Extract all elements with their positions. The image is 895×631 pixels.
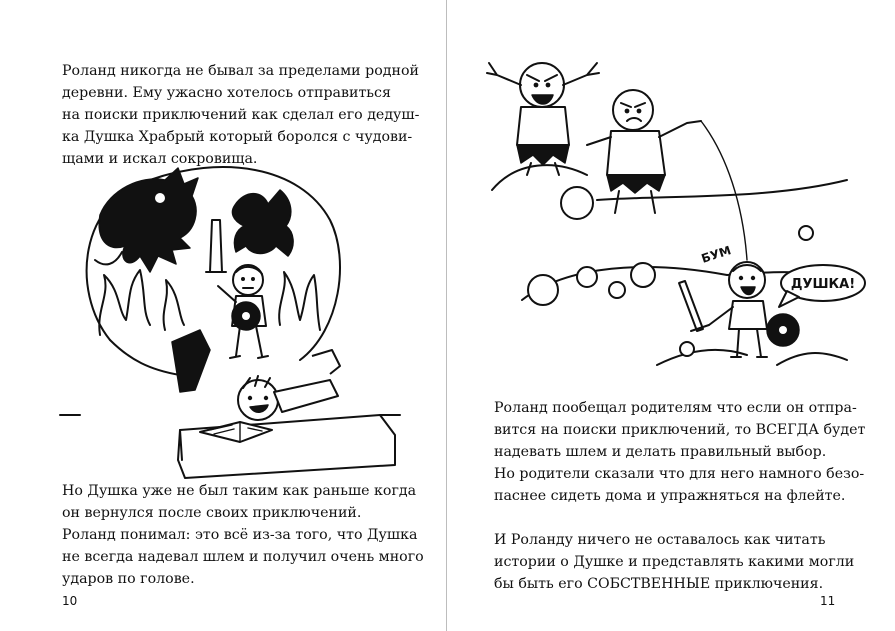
text-line: ударов по голове.: [62, 571, 195, 587]
left-page: [0, 0, 446, 631]
paragraph-gap: [494, 507, 865, 529]
text-line: Роланд пообещал родителям что если он отпра-: [494, 400, 857, 416]
trolls-illustration: [447, 45, 895, 375]
text-line: он вернулся после своих приключений.: [62, 505, 362, 521]
text-line: вится на поиски приключений, то ВСЕГДА будет: [494, 422, 866, 438]
text-line: паснее сидеть дома и упражняться на флейте.: [494, 488, 846, 504]
text-line: Роланд никогда не бывал за пределами родной: [62, 63, 419, 79]
speech-bubble-text: ДУШКА!: [790, 277, 856, 292]
right-paragraph-1: [494, 397, 865, 595]
text-line: Роланд понимал: это всё из-за того, что Душка: [62, 527, 418, 543]
text-line: И Роланду ничего не оставалось как читать: [494, 532, 826, 548]
left-paragraph-top: [62, 60, 419, 170]
page-number-left: 10: [62, 594, 78, 608]
left-paragraph-bottom: [62, 480, 424, 590]
text-line: Но родители сказали что для него намного безо-: [494, 466, 865, 482]
text-line: Но Душка уже не был таким как раньше когда: [62, 483, 417, 499]
text-line: бы быть его СОБСТВЕННЫЕ приключения.: [494, 576, 824, 592]
right-page: [447, 0, 895, 631]
text-line: истории о Душке и представлять какими могли: [494, 554, 855, 570]
text-line: на поиски приключений как сделал его дедуш-: [62, 107, 420, 123]
text-line: не всегда надевал шлем и получил очень много: [62, 549, 424, 565]
dream-illustration: [0, 160, 446, 480]
text-line: деревни. Ему ужасно хотелось отправиться: [62, 85, 391, 101]
text-line: надевать шлем и делать правильный выбор.: [494, 444, 827, 460]
text-line: ка Душка Храбрый который боролся с чудови-: [62, 129, 413, 145]
sound-effect: БУМ: [699, 243, 733, 266]
page-number-right: 11: [820, 594, 836, 608]
text-line: щами и искал сокровища.: [62, 151, 258, 167]
